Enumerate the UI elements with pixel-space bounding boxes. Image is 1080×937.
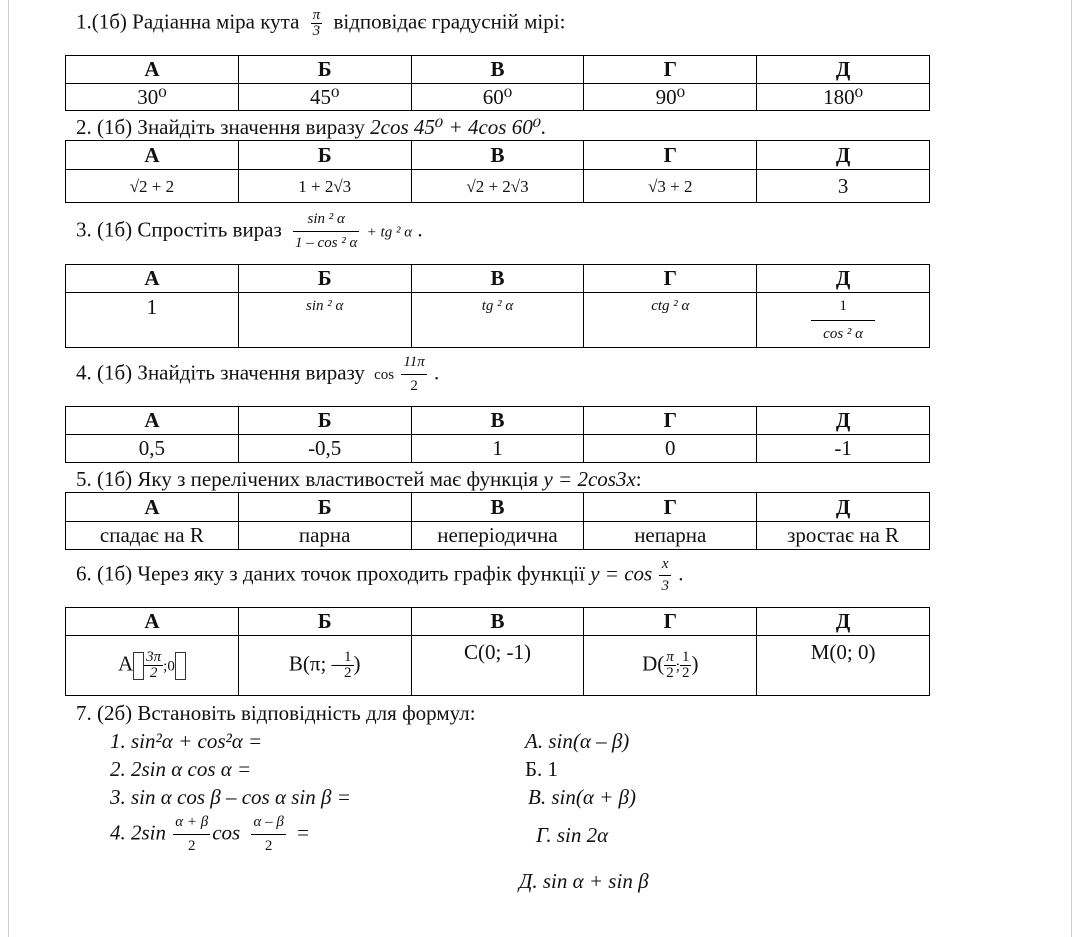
answer-g: √3 + 2	[584, 170, 757, 203]
header-d: Д	[757, 56, 930, 84]
header-v: В	[411, 56, 584, 84]
answer-d-fraction: $\frac{1}{\text{cos ² α}}$	[811, 299, 875, 342]
question-1	[76, 8, 565, 39]
formula-3: 3. sin α cos β – cos α sin β =	[110, 785, 351, 809]
option-g: Г. sin 2α	[536, 823, 609, 847]
answer-b: B(π; – $\frac{1}{2}$ )	[238, 636, 411, 696]
answer-a: 0,5	[66, 435, 239, 463]
question-4-fraction: $\frac{11\pi}{2}$	[403, 354, 425, 394]
question-6-text: 6. (1б) Через яку з даних точок проходить графік функції	[76, 561, 585, 586]
option-a: А. sin(α – β)	[525, 729, 630, 753]
answer-v: C(0; -1)	[411, 636, 584, 696]
header-b: Б	[238, 407, 411, 435]
question-6-expression: y = cos	[590, 561, 653, 586]
option-b: Б. 1	[525, 757, 559, 781]
answer-a: A $\frac{3\pi}{2}$ ;0	[66, 636, 239, 696]
header-b: Б	[238, 56, 411, 84]
answer-v: √2 + 2√3	[411, 170, 584, 203]
question-6-table	[65, 607, 930, 696]
question-4-table	[65, 406, 930, 463]
answer-d	[757, 293, 930, 348]
question-2-table	[65, 140, 930, 203]
question-4-text: 4. (1б) Знайдіть значення виразу	[76, 360, 365, 385]
header-g: Г	[584, 608, 757, 636]
question-6: 6. (1б) Через яку з даних точок проходить графік функції y = cos $\frac{x}{3}$ .	[76, 556, 684, 594]
question-5: 5. (1б) Яку з перелічених властивостей має функція y = 2cos3x:	[76, 467, 642, 491]
option-v: В. sin(α + β)	[528, 785, 636, 809]
header-b: Б	[238, 493, 411, 522]
formula-2: 2. 2sin α cos α =	[110, 757, 252, 781]
header-a: А	[66, 265, 239, 293]
header-g: Г	[584, 56, 757, 84]
answer-v: 1	[411, 435, 584, 463]
answer-a: 1	[66, 293, 239, 348]
answer-d: зростає на R	[757, 522, 930, 550]
header-g: Г	[584, 265, 757, 293]
header-a: А	[66, 493, 239, 522]
header-v: В	[411, 407, 584, 435]
question-2	[76, 117, 546, 138]
question-1-text: 1.(1б) Радіанна міра кута	[76, 9, 300, 34]
header-d: Д	[757, 265, 930, 293]
header-v: В	[411, 493, 584, 522]
answer-b: 45⁰	[238, 84, 411, 111]
header-g: Г	[584, 407, 757, 435]
answer-g: ctg ² α	[584, 293, 757, 348]
question-6-fraction: $\frac{x}{3}$	[661, 556, 669, 594]
question-3-text: 3. (1б) Спростіть вираз	[76, 217, 282, 242]
option-d: Д. sin α + sin β	[519, 869, 649, 893]
question-3-tail: + tg ² α	[366, 224, 413, 241]
header-b: Б	[238, 141, 411, 170]
question-4: 4. (1б) Знайдіть значення виразу cos $\frac{11\pi}{2}$ .	[76, 354, 440, 394]
header-d: Д	[757, 141, 930, 170]
header-a: А	[66, 407, 239, 435]
question-5-table	[65, 492, 930, 550]
answer-d: M(0; 0)	[757, 636, 930, 696]
header-d: Д	[757, 407, 930, 435]
answer-d: 180⁰	[757, 84, 930, 111]
header-b: Б	[238, 608, 411, 636]
question-5-expression: y = 2cos3x	[543, 467, 636, 491]
header-d: Д	[757, 608, 930, 636]
question-7-title: 7. (2б) Встановіть відповідність для формул:	[76, 701, 476, 725]
answer-b: -0,5	[238, 435, 411, 463]
question-1-suffix: відповідає градусній мірі:	[333, 9, 566, 34]
answer-b: sin ² α	[238, 293, 411, 348]
question-2-text: 2. (1б) Знайдіть значення виразу	[76, 115, 365, 139]
question-3-table	[65, 264, 930, 348]
answer-a: √2 + 2	[66, 170, 239, 203]
header-v: В	[411, 265, 584, 293]
question-1-fraction: $\frac{\pi}{3}$	[312, 7, 321, 39]
formula-1: 1. sin²α + cos²α =	[110, 729, 263, 753]
answer-g: 90⁰	[584, 84, 757, 111]
answer-d: -1	[757, 435, 930, 463]
answer-g: D( $\frac{\pi}{2}$ ; $\frac{1}{2}$ )	[584, 636, 757, 696]
question-1-table	[65, 55, 930, 111]
header-g: Г	[584, 141, 757, 170]
answer-b: 1 + 2√3	[238, 170, 411, 203]
header-b: Б	[238, 265, 411, 293]
header-g: Г	[584, 493, 757, 522]
header-v: В	[411, 141, 584, 170]
question-2-expression: 2cos 45⁰ + 4cos 60⁰.	[370, 115, 547, 139]
formula-4: 4. 2sin $\frac{\alpha + \beta}{2}$ cos $\frac{\alpha - \beta}{2}$ =	[110, 814, 309, 854]
header-d: Д	[757, 493, 930, 522]
question-3-fraction: $\frac{\text{sin ² α}}{\text{1 – cos ² α}}$	[295, 211, 358, 251]
header-a: А	[66, 141, 239, 170]
answer-b: парна	[238, 522, 411, 550]
answer-v: неперіодична	[411, 522, 584, 550]
header-a: А	[66, 608, 239, 636]
answer-v: tg ² α	[411, 293, 584, 348]
header-a: А	[66, 56, 239, 84]
worksheet-page	[8, 0, 1072, 937]
header-v: В	[411, 608, 584, 636]
answer-v: 60⁰	[411, 84, 584, 111]
question-5-text: 5. (1б) Яку з перелічених властивостей має функція	[76, 467, 539, 491]
answer-a: 30⁰	[66, 84, 239, 111]
question-3: 3. (1б) Спростіть вираз $\frac{\text{sin ² α}}{\text{1 – cos ² α}}$ + tg ² α .	[76, 211, 423, 251]
answer-g: 0	[584, 435, 757, 463]
answer-a: спадає на R	[66, 522, 239, 550]
answer-d: 3	[757, 170, 930, 203]
answer-g: непарна	[584, 522, 757, 550]
